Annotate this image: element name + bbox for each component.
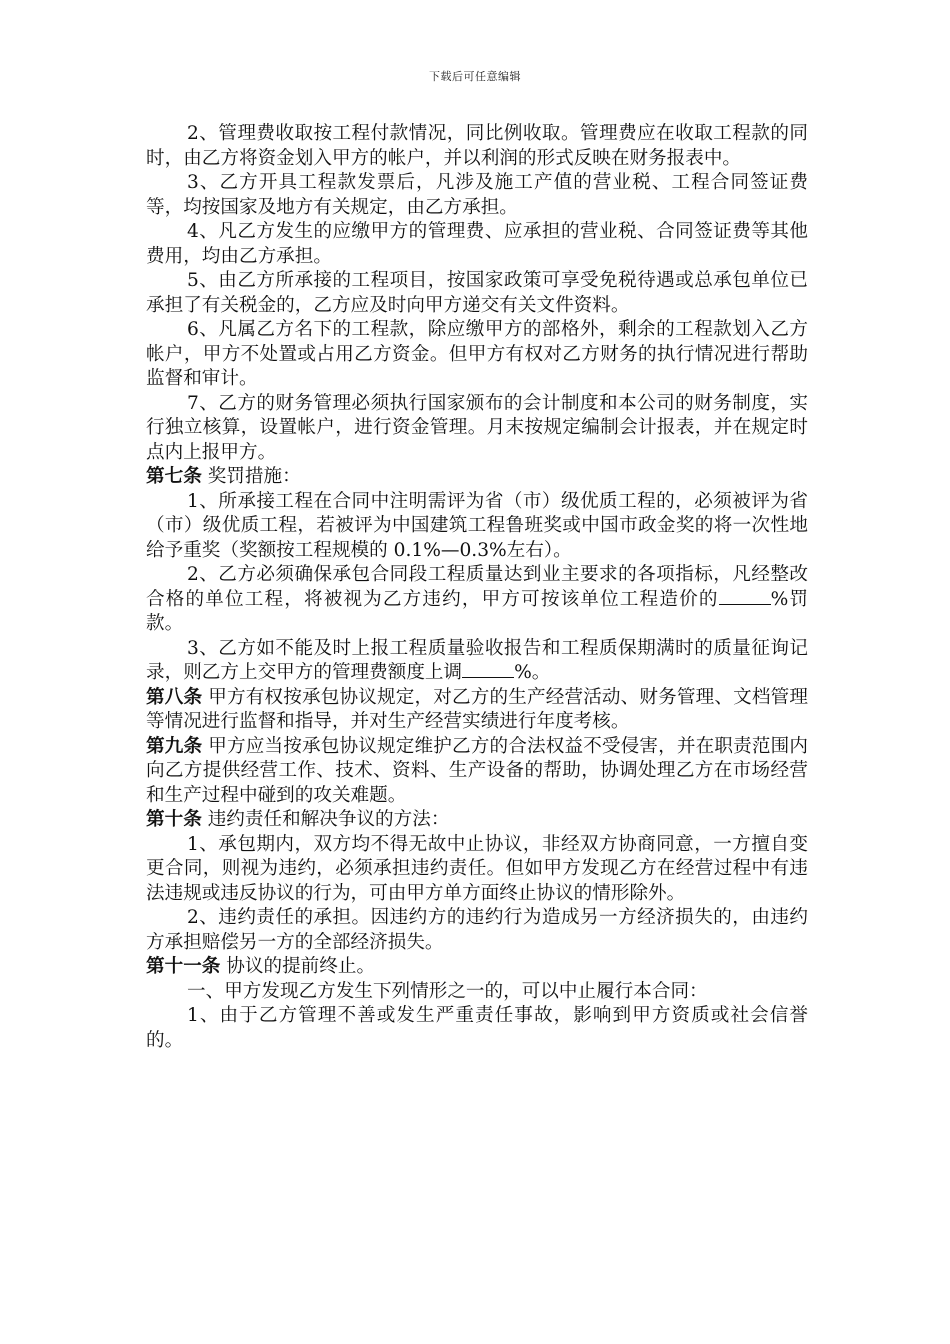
paragraph-tax-exemption: 5、由乙方所承接的工程项目，按国家政策可享受免税待遇或总承包单位已承担了有关税金的，乙方应及时向甲方递交有关文件资料。 xyxy=(146,270,808,316)
penalty-percent-blank xyxy=(719,590,771,605)
paragraph-report-delay xyxy=(146,637,808,686)
quality-penalty-text-before: 2、乙方必须确保承包合同段工程质量达到业主要求的各项指标，凡经整改合格的单位工程，将被视为乙方违约，甲方可按该单位工程造价的 xyxy=(146,564,808,610)
fee-increase-blank xyxy=(462,663,514,678)
article-10-text: 违约责任和解决争议的方法： xyxy=(201,809,450,830)
paragraph-invoice-tax: 3、乙方开具工程款发票后，凡涉及施工产值的营业税、工程合同签证费等，均按国家及地方有关规定，由乙方承担。 xyxy=(146,172,808,218)
report-delay-text-after: %。 xyxy=(514,662,551,683)
article-8 xyxy=(146,686,808,735)
paragraph-breach: 1、承包期内，双方均不得无故中止协议，非经双方协商同意，一方擅自变更合同，则视为违约，必须承担违约责任。但如甲方发现乙方在经营过程中有违法违规或违反协议的行为，可由甲方单方面终止协议的情形除外。 xyxy=(146,833,808,904)
paragraph-financial-management: 7、乙方的财务管理必须执行国家颁布的会计制度和本公司的财务制度，实行独立核算，设置帐户，进行资金管理。月末按规定编制会计报表，并在规定时点内上报甲方。 xyxy=(146,392,808,463)
paragraph-project-funds: 6、凡属乙方名下的工程款，除应缴甲方的部格外，剩余的工程款划入乙方帐户，甲方不处置或占用乙方资金。但甲方有权对乙方财务的执行情况进行帮助监督和审计。 xyxy=(146,319,808,389)
article-9-label: 第九条 xyxy=(146,735,203,757)
paragraph-fees-borne: 4、凡乙方发生的应缴甲方的管理费、应承担的营业税、合同签证费等其他费用，均由乙方承担。 xyxy=(146,221,808,267)
quality-penalty-text-after: %罚款。 xyxy=(146,588,808,634)
paragraph-quality-penalty xyxy=(146,563,808,637)
paragraph-liability: 2、违约责任的承担。因违约方的违约行为造成另一方经济损失的，由违约方承担赔偿另一方的全部经济损失。 xyxy=(146,907,808,953)
article-11-text: 协议的提前终止。 xyxy=(220,956,376,977)
paragraph-termination-conditions: 一、甲方发现乙方发生下列情形之一的，可以中止履行本合同： xyxy=(187,980,708,1002)
article-8-label: 第八条 xyxy=(146,686,203,708)
paragraph-quality-award: 1、所承接工程在合同中注明需评为省（市）级优质工程的，必须被评为省（市）级优质工程，若被评为中国建筑工程鲁班奖或中国市政金奖的将一次性地给予重奖（奖额按工程规模的 0.1%—0.3%左右）。 xyxy=(146,490,808,561)
article-7-text: 奖罚措施： xyxy=(201,466,301,487)
paragraph-termination-item-1: 1、由于乙方管理不善或发生严重责任事故，影响到甲方资质或社会信誉的。 xyxy=(146,1005,808,1051)
article-7 xyxy=(146,465,808,490)
paragraph-mgmt-fee-collection: 2、管理费收取按工程付款情况，同比例收取。管理费应在收取工程款的同时，由乙方将资金划入甲方的帐户，并以利润的形式反映在财务报表中。 xyxy=(146,123,808,169)
article-9 xyxy=(146,735,808,809)
article-11 xyxy=(146,955,808,980)
article-8-text: 甲方有权按承包协议规定，对乙方的生产经营活动、财务管理、文档管理等情况进行监督和指导，并对生产经营实绩进行年度考核。 xyxy=(146,686,808,732)
report-delay-text-before: 3、乙方如不能及时上报工程质量验收报告和工程质保期满时的质量征询记录，则乙方上交甲方的管理费额度上调 xyxy=(146,637,808,683)
page-header: 下载后可任意编辑 xyxy=(429,70,521,83)
article-9-text: 甲方应当按承包协议规定维护乙方的合法权益不受侵害，并在职责范围内向乙方提供经营工作、技术、资料、生产设备的帮助，协调处理乙方在市场经营和生产过程中碰到的攻关难题。 xyxy=(146,735,808,806)
document-body xyxy=(146,122,808,1053)
article-10 xyxy=(146,808,808,833)
article-7-label: 第七条 xyxy=(146,466,202,487)
article-11-label: 第十一条 xyxy=(146,956,221,977)
article-10-label: 第十条 xyxy=(146,809,202,830)
